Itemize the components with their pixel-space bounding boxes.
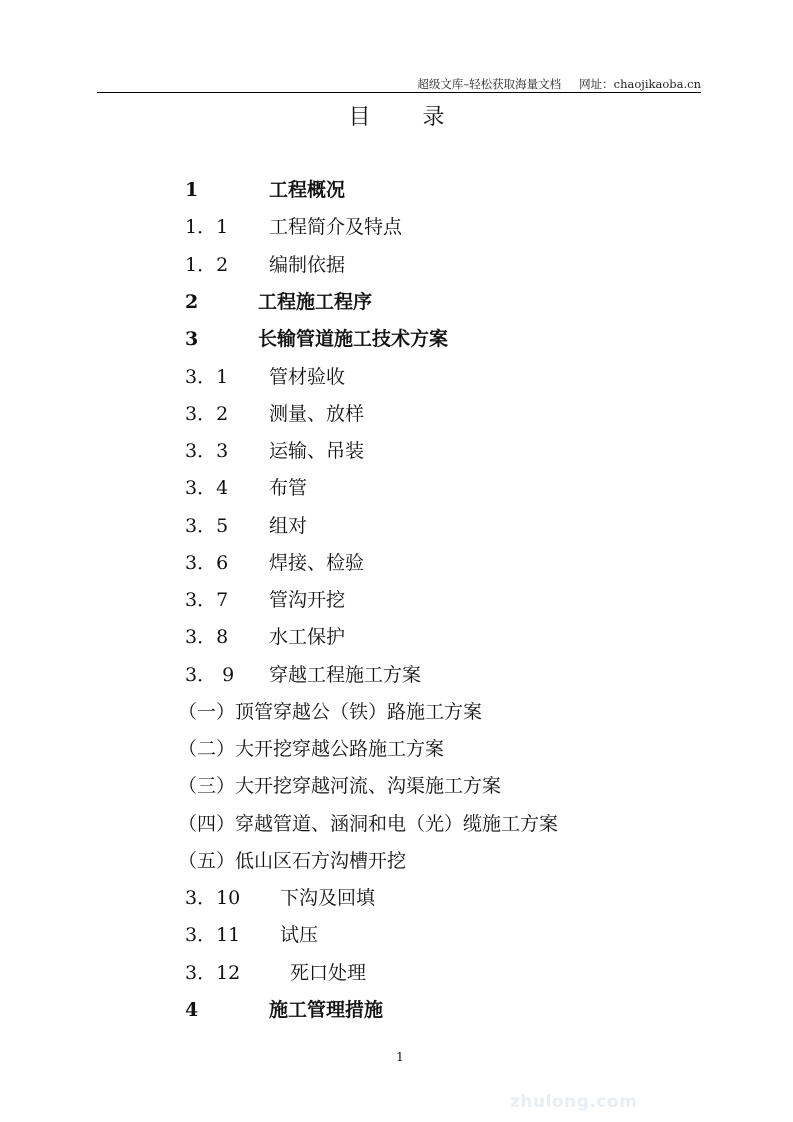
toc-entry-number: 3．3: [185, 440, 229, 462]
toc-entry-title: 试压: [280, 924, 319, 946]
toc-entry-title: 组对: [269, 515, 308, 537]
title-char-1: 目: [348, 105, 371, 130]
page-number: 1: [396, 1050, 404, 1064]
toc-entry-title: 测量、放样: [269, 403, 365, 425]
toc-entry-title: 工程概况: [269, 179, 346, 201]
toc-entry-number: 3．1: [185, 366, 229, 388]
toc-entry-title: 下沟及回填: [280, 887, 376, 909]
toc-entry-title: 工程施工程序: [258, 291, 373, 313]
toc-entry-number: 3．2: [185, 403, 229, 425]
toc-entry-title: 穿越工程施工方案: [269, 664, 422, 686]
title-char-2: 录: [422, 105, 445, 130]
toc-entry-number: 3．12: [185, 962, 241, 984]
toc-entry-number: 3: [185, 328, 199, 350]
toc-entry-number: 3．6: [185, 552, 229, 574]
toc-entry-title: 管沟开挖: [269, 589, 346, 611]
toc-entry-title: （五）低山区石方沟槽开挖: [178, 850, 407, 872]
toc-entry-number: 3．10: [185, 887, 241, 909]
toc-entry-number: 1．1: [185, 216, 229, 238]
toc-entry-title: 焊接、检验: [269, 552, 365, 574]
toc-entry-number: 3．8: [185, 626, 229, 648]
header-url-text: 网址：chaojikaoba.cn: [579, 77, 701, 91]
toc-entry-title: 水工保护: [269, 626, 346, 648]
toc-entry-title: 编制依据: [269, 254, 346, 276]
toc-entry-number: 2: [185, 291, 199, 313]
toc-entry-number: 3．7: [185, 589, 229, 611]
toc-entry-title: 布管: [269, 477, 308, 499]
toc-entry-title: （三）大开挖穿越河流、沟渠施工方案: [178, 775, 502, 797]
toc-entry-title: 施工管理措施: [269, 999, 384, 1021]
toc-entry-number: 3．4: [185, 477, 229, 499]
toc-entry-number: 3．5: [185, 515, 229, 537]
toc-entry-title: 长输管道施工技术方案: [258, 328, 449, 350]
toc-entry-number: 4: [185, 999, 199, 1021]
toc-entry-number: 3． 9: [185, 664, 235, 686]
toc-entry-title: 工程简介及特点: [269, 216, 403, 238]
toc-entry-number: 3．11: [185, 924, 241, 946]
toc-entry-title: （一）顶管穿越公（铁）路施工方案: [178, 701, 483, 723]
toc-entry-title: 管材验收: [269, 366, 346, 388]
toc-entry-title: 运输、吊装: [269, 440, 365, 462]
toc-entry-title: 死口处理: [290, 962, 367, 984]
toc-entry-number: 1．2: [185, 254, 229, 276]
toc-entry-title: （二）大开挖穿越公路施工方案: [178, 738, 445, 760]
toc-entry-number: 1: [185, 179, 199, 201]
toc-entry-title: （四）穿越管道、涵洞和电（光）缆施工方案: [178, 813, 559, 835]
header-site-text: 超级文库–轻松获取海量文档: [417, 77, 562, 91]
watermark: zhulong.com: [510, 1092, 638, 1112]
